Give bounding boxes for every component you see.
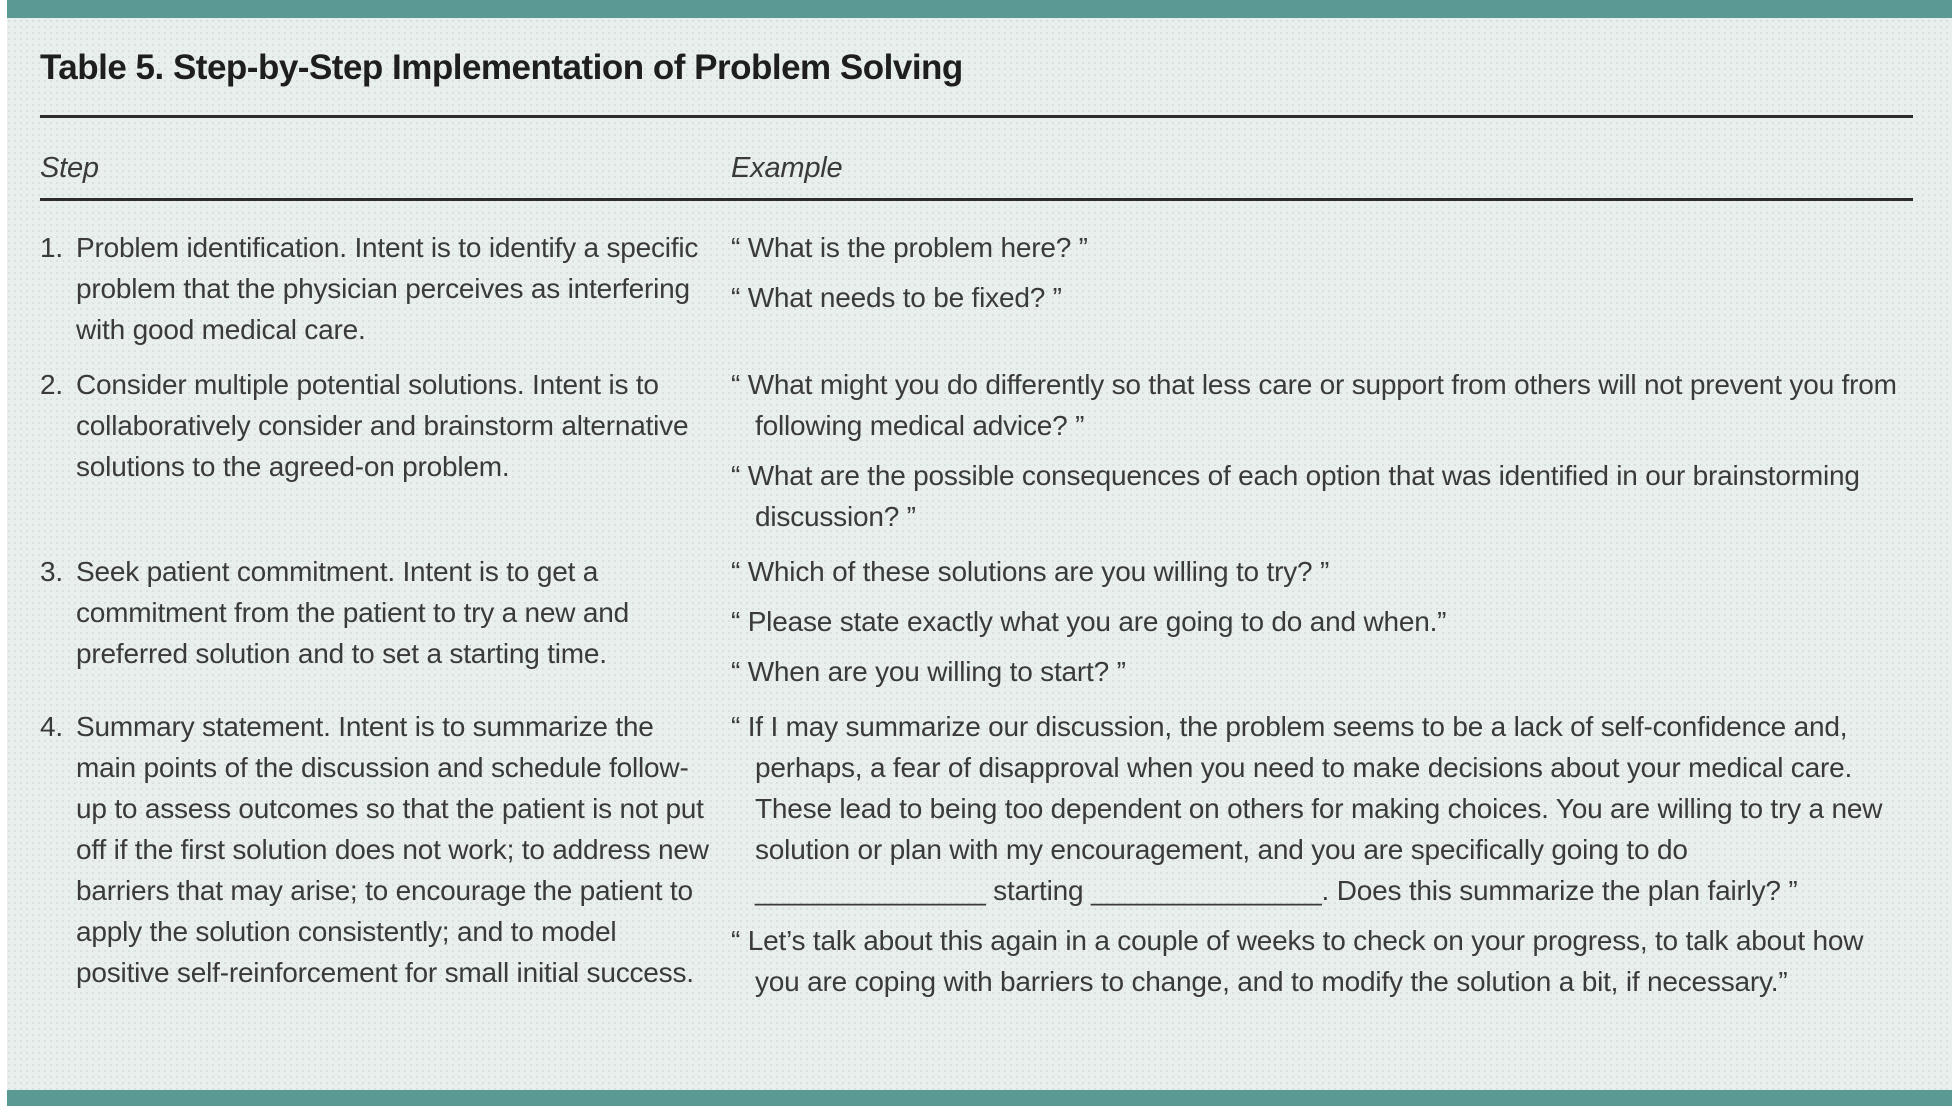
- example-quote: “ Please state exactly what you are going to do and when.”: [731, 606, 1447, 637]
- step-text: Problem identification. Intent is to identify a specific problem that the physician perceives as interfering with good medical care.: [76, 232, 699, 345]
- example-quote: “ What are the possible consequences of each option that was identified in our brainstorming discussion? ”: [731, 460, 1860, 532]
- header-divider: [40, 198, 1913, 201]
- step-text: Seek patient commitment. Intent is to get a commitment from the patient to try a new and preferred solution and to set a starting time.: [76, 556, 630, 669]
- table-body: [40, 227, 1913, 1002]
- example-quote: “ Let’s talk about this again in a couple of weeks to check on your progress, to talk about how you are coping with barriers to change, and to modify the solution a bit, if necessary.”: [731, 925, 1864, 997]
- step-cell: [40, 551, 731, 692]
- step-number: 4.: [40, 711, 63, 742]
- table-row: [40, 551, 1913, 692]
- table-row: [40, 227, 1913, 350]
- example-cell: [731, 364, 1913, 537]
- step-cell: [40, 227, 731, 350]
- column-header-step: Step: [40, 152, 99, 184]
- step-cell: [40, 706, 731, 1002]
- top-accent-bar: [0, 0, 1952, 18]
- example-cell: [731, 227, 1913, 350]
- example-quote: “ When are you willing to start? ”: [731, 656, 1126, 687]
- title-divider: [40, 115, 1913, 118]
- left-page-margin: [0, 0, 7, 1106]
- example-quote: “ If I may summarize our discussion, the problem seems to be a lack of self-confidence and, perhaps, a fear of disapproval when you need to make decisions about your medical care. These lead to being too dependent on others for making choices. You are willing to try a new solution or plan with my encouragement, and you are specifically going to do _______________ starting _______________. Does this summarize the plan fairly? ”: [731, 711, 1883, 906]
- example-cell: [731, 551, 1913, 692]
- step-text: Summary statement. Intent is to summarize the main points of the discussion and schedule follow-up to assess outcomes so that the patient is not put off if the first solution does not work; to address new barriers that may arise; to encourage the patient to apply the solution consistently; and to model positive self-reinforcement for small initial success.: [76, 711, 709, 988]
- example-quote: “ What is the problem here? ”: [731, 232, 1088, 263]
- step-number: 2.: [40, 369, 63, 400]
- example-cell: [731, 706, 1913, 1002]
- bottom-accent-bar: [0, 1090, 1952, 1106]
- example-quote: “ Which of these solutions are you willing to try? ”: [731, 556, 1330, 587]
- table-row: [40, 364, 1913, 537]
- example-quote: “ What might you do differently so that less care or support from others will not prevent you from following medical advice? ”: [731, 369, 1897, 441]
- step-number: 3.: [40, 556, 63, 587]
- step-cell: [40, 364, 731, 537]
- step-text: Consider multiple potential solutions. Intent is to collaboratively consider and brainstorm alternative solutions to the agreed-on problem.: [76, 369, 689, 482]
- example-quote: “ What needs to be fixed? ”: [731, 282, 1062, 313]
- table-title: Table 5. Step-by-Step Implementation of Problem Solving: [40, 48, 963, 87]
- table-content: [40, 18, 1913, 1002]
- column-headers: [40, 151, 1913, 185]
- column-header-example: Example: [731, 152, 843, 184]
- step-number: 1.: [40, 232, 63, 263]
- table-row: [40, 706, 1913, 1002]
